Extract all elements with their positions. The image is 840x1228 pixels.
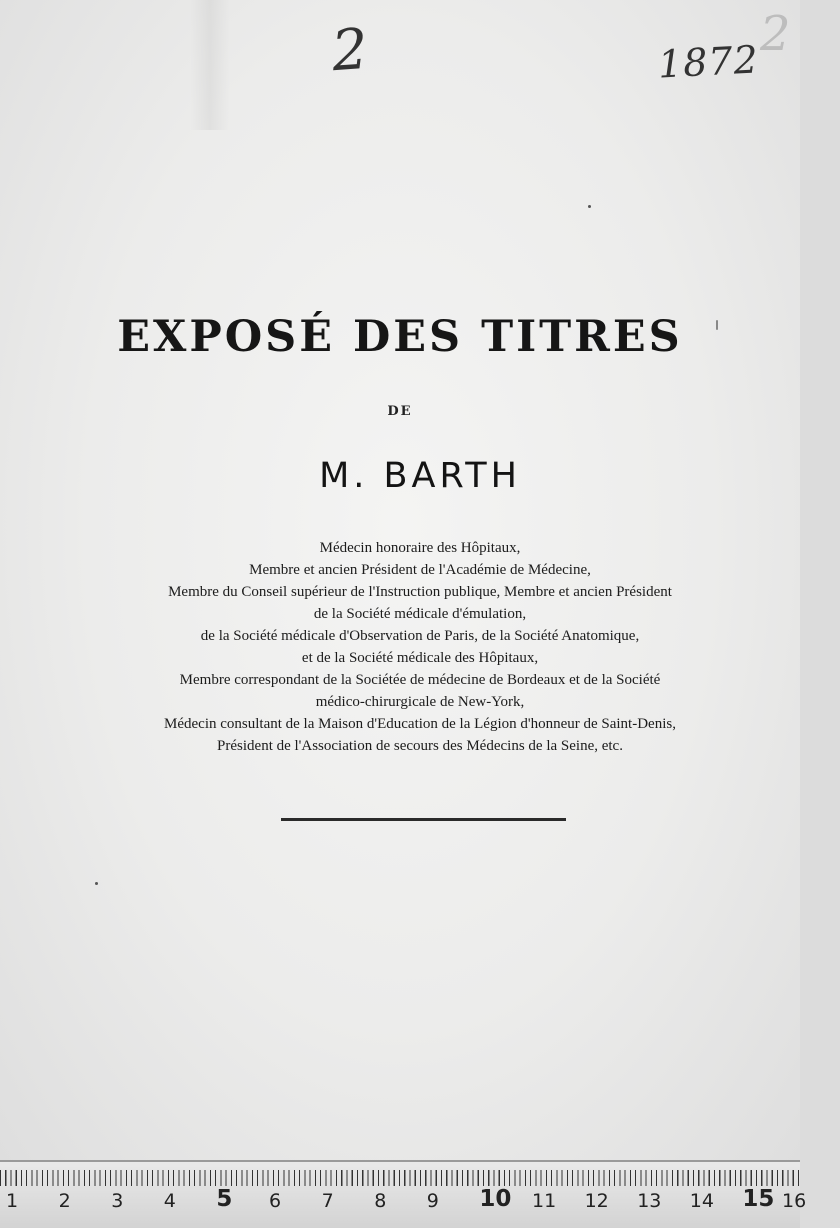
title-connector: DE bbox=[387, 404, 413, 419]
ruler-ticks bbox=[0, 1170, 800, 1186]
title-line: Médecin honoraire des Hôpitaux, bbox=[319, 540, 521, 556]
ruler-number: 14 bbox=[689, 1190, 714, 1212]
paper-speck bbox=[95, 882, 98, 885]
handwritten-year: 1872 bbox=[656, 37, 760, 87]
ruler-number: 16 bbox=[782, 1190, 807, 1212]
handwritten-page-number: 2 bbox=[329, 16, 370, 85]
ruler-number: 9 bbox=[426, 1190, 439, 1212]
ruler-number: 1 bbox=[6, 1190, 19, 1212]
ruler-number: 13 bbox=[637, 1190, 662, 1212]
title-line: Membre correspondant de la Sociétée de médecine de Bordeaux et de la Société bbox=[179, 672, 661, 688]
ruler-number: 7 bbox=[321, 1190, 334, 1212]
author-name: M. BARTH bbox=[319, 456, 521, 496]
paper-mark bbox=[716, 320, 718, 330]
handwritten-corner-number: 2 bbox=[760, 6, 791, 62]
paper-speck bbox=[588, 205, 591, 208]
ruler-number: 4 bbox=[163, 1190, 176, 1212]
title-line: de la Société médicale d'émulation, bbox=[313, 606, 527, 622]
title-line: Président de l'Association de secours des Médecins de la Seine, etc. bbox=[217, 738, 623, 754]
title-line: de la Société médicale d'Observation de Paris, de la Société Anatomique, bbox=[200, 628, 640, 644]
ruler-number: 15 bbox=[742, 1186, 775, 1212]
ruler-number: 3 bbox=[111, 1190, 124, 1212]
title-line: et de la Société médicale des Hôpitaux, bbox=[301, 650, 539, 666]
ruler-number: 6 bbox=[269, 1190, 282, 1212]
ruler-number: 11 bbox=[532, 1190, 557, 1212]
ruler-number: 2 bbox=[58, 1190, 71, 1212]
document-title: EXPOSÉ DES TITRES bbox=[117, 312, 683, 362]
title-line: médico-chirurgicale de New-York, bbox=[315, 694, 525, 710]
separator-rule bbox=[281, 818, 566, 821]
title-line: Membre et ancien Président de l'Académie de Médecine, bbox=[249, 562, 591, 578]
title-line: Membre du Conseil supérieur de l'Instruction publique, Membre et ancien Président bbox=[168, 584, 672, 600]
author-titles bbox=[100, 537, 740, 757]
ruler-number: 10 bbox=[479, 1186, 512, 1212]
ruler-number: 5 bbox=[216, 1186, 233, 1212]
ruler-number: 8 bbox=[374, 1190, 387, 1212]
title-line: Médecin consultant de la Maison d'Education de la Légion d'honneur de Saint-Denis, bbox=[164, 716, 676, 732]
measuring-ruler bbox=[0, 1160, 807, 1228]
ruler-number: 12 bbox=[584, 1190, 609, 1212]
